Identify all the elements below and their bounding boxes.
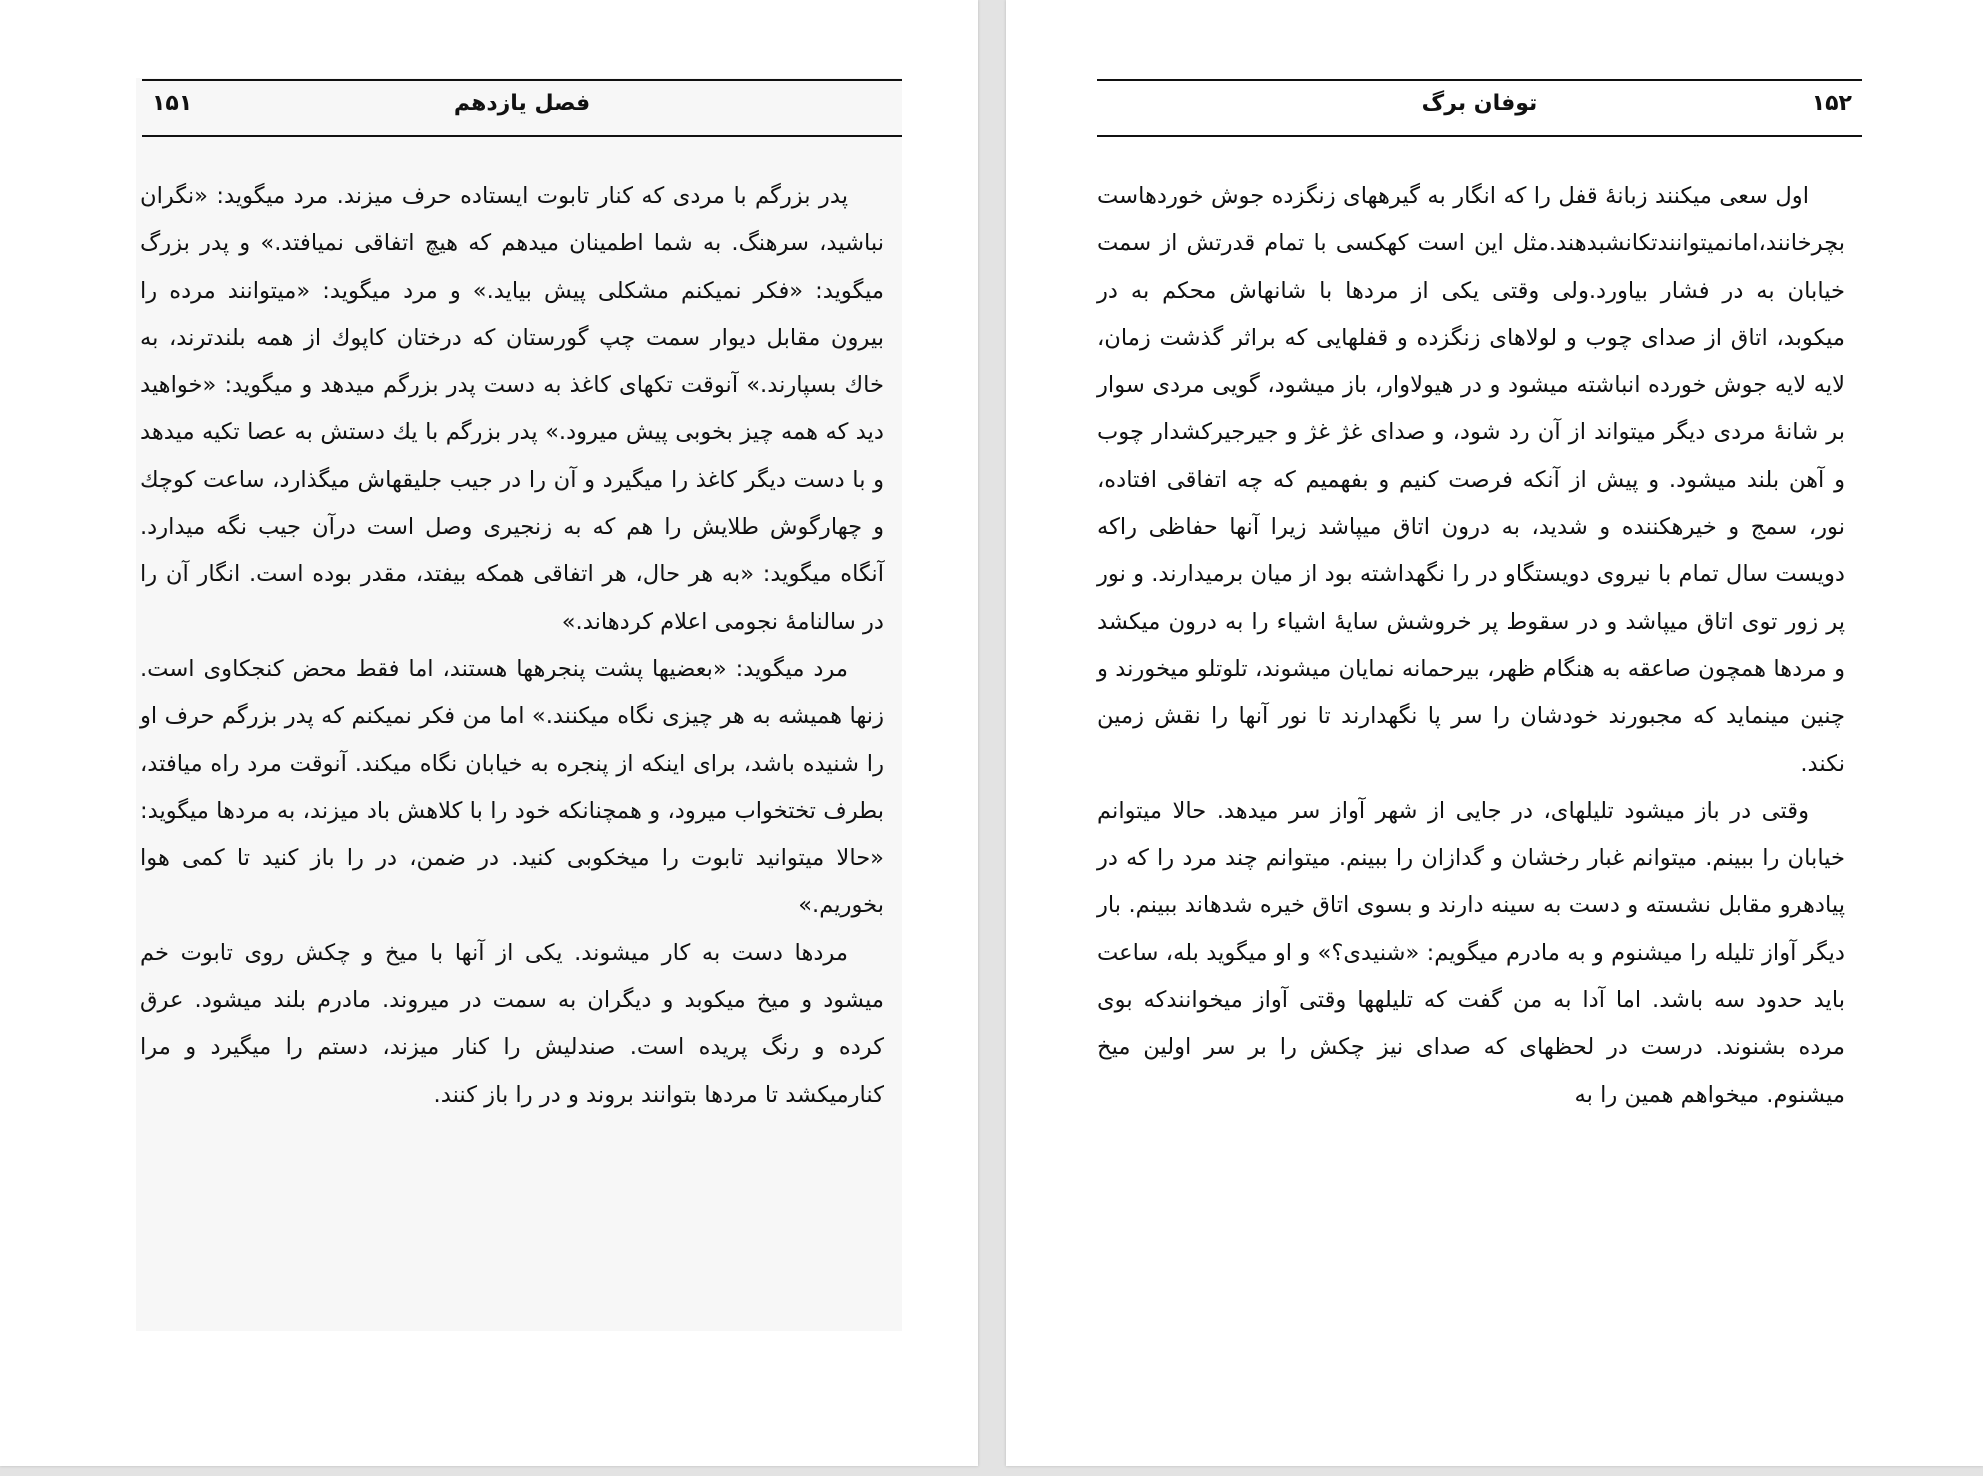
paragraph: مرد میگوید: «بعضیها پشت پنجرهها هستند، اما فقط محض کنجکاوی است. زنها همیشه به هر چیزی نگاه میکنند.» اما من فکر نمیکنم که پدر بزرگم حرف او را شنیده باشد، برای اینکه از پنجره به خیابان نگاه میکند. آنوقت مرد راه میافتد، بطرف تختخواب میرود، و همچنانکه خود را با کلاهش باد میزند، به مردها میگوید: «حالا میتوانید تابوت را میخکوبی کنید. در ضمن، در را باز کنید تا کمی هوا بخوریم.» — [140, 655, 884, 919]
body-text — [140, 173, 884, 1119]
page-number: ۱۵۱ — [152, 91, 193, 116]
page-header — [1097, 79, 1862, 137]
paragraph: مردها دست به کار میشوند. یکی از آنها با میخ و چکش روی تابوت خم میشود و میخ میکوبد و دیگران به سمت در میروند. مادرم بلند میشود. عرق کرده و رنگ پریده است. صندلیش را کنار میزند، دستم را میگیرد و مرا کنارمیکشد تا مردها بتوانند بروند و در را باز کنند. — [140, 939, 884, 1108]
left-page — [0, 0, 978, 1466]
running-title: توفان برگ — [1421, 91, 1538, 116]
body-text — [1097, 173, 1845, 1119]
page-header — [142, 79, 902, 137]
paragraph: وقتی در باز میشود تلیلهای، در جایی از شهر آواز سر میدهد. حالا میتوانم خیابان را ببینم. میتوانم غبار رخشان و گدازان را ببینم. میتوانم چند مرد را که در پیادهرو مقابل نشسته و دست به سینه دارند و بسوی اتاق خیره شدهاند ببینم. بار دیگر آواز تلیله را میشنوم و به مادرم میگویم: «شنیدی؟» و او میگوید بله، ساعت باید حدود سه باشد. اما آدا به من گفت که تلیلهها وقتی آواز میخوانندکه بوی مرده بشنوند. درست در لحظهای که صدای نیز چکش را بر سر اولین میخ میشنوم. میخواهم همین را به — [1097, 797, 1845, 1108]
page-number: ۱۵۲ — [1811, 91, 1852, 116]
running-title: فصل یازدهم — [453, 91, 591, 116]
paragraph: پدر بزرگم با مردی که کنار تابوت ایستاده حرف میزند. مرد میگوید: «نگران نباشید، سرهنگ. به شما اطمینان میدهم که هیچ اتفاقی نمیافتد.» و پدر بزرگ میگوید: «فکر نمیکنم مشکلی پیش بیاید.» و مرد میگوید: «میتوانند مرده را بیرون مقابل دیوار سمت چپ گورستان که درختان کاپوك از همه بلندترند، به خاك بسپارند.» آنوقت تکهای کاغذ به دست پدر بزرگم میدهد و میگوید: «خواهید دید که همه چیز بخوبی پیش میرود.» پدر بزرگم با یك دستش به عصا تکیه میدهد و با دست دیگر کاغذ را میگیرد و آن را در جیب جلیقهاش میگذارد، ساعت کوچك و چهارگوش طلایش را هم که به زنجیری وصل است درآن جیب نگه میدارد. آنگاه میگوید: «به هر حال، هر اتفاقی همکه بیفتد، مقدر بوده است. انگار آن را در سالنامهٔ نجومی اعلام کردهاند.» — [140, 183, 884, 635]
paragraph: اول سعی میکنند زبانهٔ قفل را که انگار به گیرههای زنگزده جوش خوردهاست بچرخانند،امانمیتوانندتکانشبدهند.مثل این است کهکسی با تمام قدرتش از سمت خیابان به در فشار بیاورد.ولی وقتی یکی از مردها با شانهاش محکم به در میکوبد، اتاق از صدای چوب و لولاهای زنگزده و قفلهایی که براثر گذشت زمان، لایه لایه جوش خورده انباشته میشود و در هیولاوار، باز میشود، گویی مردی سوار بر شانهٔ مردی دیگر میتواند از آن رد شود، و صدای غژ غژ و جیرجیرکشدار چوب و آهن بلند میشود. و پیش از آنکه فرصت کنیم و بفهمیم که چه اتفاقی افتاده، نور، سمج و خیرهکننده و شدید، به درون اتاق میپاشد زیرا آنها حفاظی راکه دویست سال تمام با نیروی دویستگاو در را نگهداشته بود از میان برمیدارند. و نور پر زور توی اتاق میپاشد و در سقوط پر خروشش سایهٔ اشیاء را به درون میکشد و مردها همچون صاعقه به هنگام ظهر، بیرحمانه نمایان میشوند، تلوتلو میخورند و چنین مینماید که مجبورند خودشان را سر پا نگهدارند تا نور آنها را نقش زمین نکند. — [1097, 183, 1845, 777]
right-page — [1006, 0, 1983, 1466]
